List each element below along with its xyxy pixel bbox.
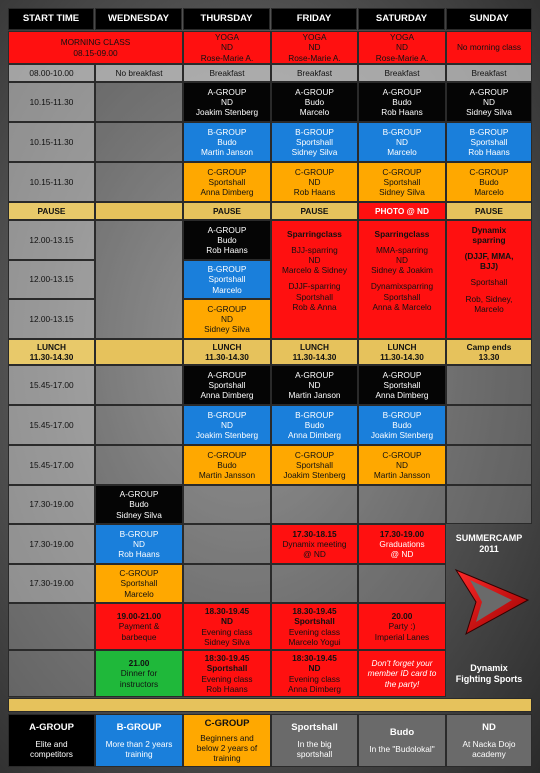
legend-b-group bbox=[95, 714, 183, 767]
friday-empty bbox=[271, 564, 358, 603]
lunch-time: LUNCH 11.30-14.30 bbox=[8, 339, 95, 365]
friday-evening2-desc: Evening class Anna Dimberg bbox=[287, 673, 342, 694]
thursday-evening2-time: 18:30-19.45 Sportshall bbox=[204, 653, 250, 674]
legend-sportshall-desc: In the big sportshall bbox=[296, 739, 333, 760]
wednesday-dinner-desc: Dinner for instructors bbox=[119, 668, 159, 689]
wednesday-evening-a: A-GROUP Budo Sidney Silva bbox=[95, 485, 183, 524]
thursday-b-group: B-GROUP Budo Martin Janson bbox=[183, 122, 271, 162]
saturday-reminder: Don't forget your member ID card to the party! bbox=[358, 650, 446, 697]
midday-time-1: 12.00-13.15 bbox=[8, 220, 95, 260]
saturday-sparring-mma: MMA-sparring ND Sidney & Joakim bbox=[371, 245, 433, 276]
morning-a-time: 10.15-11.30 bbox=[8, 82, 95, 122]
friday-sparring-djjf: DJJF-sparring Sportshall Rob & Anna bbox=[288, 281, 341, 312]
sunday-sparring-styles: (DJJF, MMA, BJJ) bbox=[464, 251, 514, 272]
saturday-sparring-dynamix: Dynamixsparring Sportshall Anna & Marcelo bbox=[370, 281, 434, 312]
wednesday-dinner-time: 21.00 bbox=[128, 658, 150, 669]
morning-c-time: 10.15-11.30 bbox=[8, 162, 95, 202]
legend-nd bbox=[446, 714, 532, 767]
friday-sparring-bjj: BJJ-sparring ND Marcelo & Sidney bbox=[281, 245, 348, 276]
wednesday-barbeque-desc: Payment & barbeque bbox=[118, 621, 160, 642]
friday-afternoon-b: B-GROUP Budo Anna Dimberg bbox=[271, 405, 358, 445]
legend-budo-desc: In the "Budolokal" bbox=[369, 744, 435, 755]
sunday-camp-ends: Camp ends 13.30 bbox=[446, 339, 532, 365]
friday-evening-class-2 bbox=[271, 650, 358, 697]
thursday-a-group: A-GROUP ND Joakim Stenberg bbox=[183, 82, 271, 122]
friday-evening-time: 18.30-19.45 Sportshall bbox=[292, 606, 337, 627]
header-wednesday: WEDNESDAY bbox=[95, 8, 182, 30]
sunday-breakfast: Breakfast bbox=[446, 64, 532, 82]
friday-meeting-time: 17.30-18.15 bbox=[292, 528, 337, 539]
saturday-yoga: YOGA ND Rose-Marie A. bbox=[358, 31, 446, 64]
evening-a-time: 17.30-19.00 bbox=[8, 485, 95, 524]
thursday-yoga: YOGA ND Rose-Marie A. bbox=[183, 31, 271, 64]
sunday-empty bbox=[446, 365, 532, 405]
midday-time-3: 12.00-13.15 bbox=[8, 299, 95, 339]
afternoon-a-time: 15.45-17.00 bbox=[8, 365, 95, 405]
thursday-midday-a: A-GROUP Budo Rob Haans bbox=[183, 220, 271, 260]
wednesday-evening-b: B-GROUP ND Rob Haans bbox=[95, 524, 183, 564]
saturday-graduations bbox=[358, 524, 446, 564]
saturday-breakfast: Breakfast bbox=[358, 64, 446, 82]
legend-nd-title: ND bbox=[482, 721, 496, 733]
wednesday-breakfast: No breakfast bbox=[95, 64, 183, 82]
friday-afternoon-c: C-GROUP Sportshall Joakim Stenberg bbox=[271, 445, 358, 485]
friday-c-group: C-GROUP ND Rob Haans bbox=[271, 162, 358, 202]
thursday-empty bbox=[183, 524, 271, 564]
friday-meeting bbox=[271, 524, 358, 564]
legend-a-desc: Elite and competitors bbox=[30, 739, 73, 760]
friday-evening-class bbox=[271, 603, 358, 650]
saturday-b-group: B-GROUP ND Marcelo bbox=[358, 122, 446, 162]
legend-a-title: A-GROUP bbox=[29, 721, 74, 733]
sunday-a-group: A-GROUP ND Sidney Silva bbox=[446, 82, 532, 122]
legend-c-group bbox=[183, 714, 271, 767]
morning-class-time: MORNING CLASS 08.15-09.00 bbox=[8, 31, 183, 64]
thursday-evening-desc: Evening class Sidney Silva bbox=[201, 626, 253, 647]
sunday-empty bbox=[446, 445, 532, 485]
legend-b-desc: More than 2 years training bbox=[105, 739, 173, 760]
thursday-c-group: C-GROUP Sportshall Anna Dimberg bbox=[183, 162, 271, 202]
friday-empty bbox=[271, 485, 358, 524]
sunday-no-morning: No morning class bbox=[446, 31, 532, 64]
saturday-photo: PHOTO @ ND bbox=[358, 202, 446, 220]
saturday-party-desc: Party :) Imperial Lanes bbox=[374, 621, 430, 642]
friday-evening2-time: 18:30-19.45 ND bbox=[292, 653, 337, 674]
friday-b-group: B-GROUP Sportshall Sidney Silva bbox=[271, 122, 358, 162]
wednesday-lunch bbox=[95, 339, 183, 365]
wednesday-empty bbox=[95, 220, 183, 339]
legend-budo bbox=[358, 714, 446, 767]
saturday-party-time: 20.00 bbox=[391, 611, 413, 622]
evening-b-time: 17.30-19.00 bbox=[8, 524, 95, 564]
dynamix-arrow-logo-icon bbox=[452, 566, 532, 638]
friday-evening-desc: Evening class Marcelo Yogui bbox=[288, 626, 341, 647]
row12-time-empty bbox=[8, 603, 95, 650]
morning-b-time: 10.15-11.30 bbox=[8, 122, 95, 162]
midday-time-2: 12.00-13.15 bbox=[8, 260, 95, 299]
thursday-pause: PAUSE bbox=[183, 202, 271, 220]
saturday-afternoon-c: C-GROUP ND Martin Jansson bbox=[358, 445, 446, 485]
saturday-afternoon-b: B-GROUP Budo Joakim Stenberg bbox=[358, 405, 446, 445]
legend-budo-title: Budo bbox=[389, 726, 415, 738]
thursday-afternoon-c: C-GROUP Budo Martin Jansson bbox=[183, 445, 271, 485]
thursday-midday-b: B-GROUP Sportshall Marcelo bbox=[183, 260, 271, 299]
saturday-lunch: LUNCH 11.30-14.30 bbox=[358, 339, 446, 365]
sunday-empty bbox=[446, 485, 532, 524]
wednesday-dinner bbox=[95, 650, 183, 697]
saturday-party bbox=[358, 603, 446, 650]
legend-b-title: B-GROUP bbox=[116, 721, 162, 733]
friday-breakfast: Breakfast bbox=[271, 64, 358, 82]
header-sunday: SUNDAY bbox=[446, 8, 532, 30]
header-friday: FRIDAY bbox=[271, 8, 357, 30]
sunday-sparring bbox=[446, 220, 532, 339]
saturday-sparring-title: Sparringclass bbox=[374, 229, 430, 239]
sunday-c-group: C-GROUP Budo Marcelo bbox=[446, 162, 532, 202]
sunday-b-group: B-GROUP Sportshall Rob Haans bbox=[446, 122, 532, 162]
sunday-sparring-place: Sportshall bbox=[470, 277, 508, 288]
friday-pause: PAUSE bbox=[271, 202, 358, 220]
saturday-empty bbox=[358, 564, 446, 603]
club-name: Dynamix Fighting Sports bbox=[455, 662, 523, 684]
row13-time-empty bbox=[8, 650, 95, 697]
legend-c-title: C-GROUP bbox=[204, 718, 250, 730]
wednesday-empty bbox=[95, 445, 183, 485]
wednesday-evening-c: C-GROUP Sportshall Marcelo bbox=[95, 564, 183, 603]
thursday-empty bbox=[183, 564, 271, 603]
saturday-graduations-time: 17.30-19.00 bbox=[379, 528, 425, 539]
saturday-graduations-desc: Graduations @ ND bbox=[379, 538, 425, 560]
divider-bar bbox=[8, 698, 532, 712]
summercamp-title: SUMMERCAMP 2011 bbox=[455, 533, 523, 554]
friday-sparring-title: Sparringclass bbox=[287, 229, 342, 239]
sunday-empty bbox=[446, 405, 532, 445]
thursday-evening-class bbox=[183, 603, 271, 650]
sunday-sparring-title: Dynamix sparring bbox=[471, 225, 507, 246]
thursday-evening-class-2 bbox=[183, 650, 271, 697]
thursday-evening2-desc: Evening class Rob Haans bbox=[201, 673, 253, 694]
legend-nd-desc: At Nacka Dojo academy bbox=[462, 739, 516, 760]
wednesday-empty bbox=[95, 82, 183, 122]
saturday-afternoon-a: A-GROUP Sportshall Anna Dimberg bbox=[358, 365, 446, 405]
afternoon-b-time: 15.45-17.00 bbox=[8, 405, 95, 445]
wednesday-empty bbox=[95, 162, 183, 202]
wednesday-empty bbox=[95, 405, 183, 445]
wednesday-empty bbox=[95, 122, 183, 162]
wednesday-barbeque-time: 19.00-21.00 bbox=[116, 611, 162, 622]
header-saturday: SATURDAY bbox=[358, 8, 445, 30]
saturday-sparring bbox=[358, 220, 446, 339]
saturday-c-group: C-GROUP Sportshall Sidney Silva bbox=[358, 162, 446, 202]
pause-label: PAUSE bbox=[8, 202, 95, 220]
wednesday-pause bbox=[95, 202, 183, 220]
sunday-pause: PAUSE bbox=[446, 202, 532, 220]
thursday-afternoon-a: A-GROUP Sportshall Anna Dimberg bbox=[183, 365, 271, 405]
legend-a-group bbox=[8, 714, 95, 767]
friday-sparring bbox=[271, 220, 358, 339]
legend-sportshall-title: Sportshall bbox=[291, 721, 338, 733]
thursday-midday-c: C-GROUP ND Sidney Silva bbox=[183, 299, 271, 339]
thursday-empty bbox=[183, 485, 271, 524]
header-thursday: THURSDAY bbox=[183, 8, 270, 30]
saturday-a-group: A-GROUP Budo Rob Haans bbox=[358, 82, 446, 122]
legend-c-desc: Beginners and below 2 years of training bbox=[196, 732, 258, 763]
wednesday-empty bbox=[95, 365, 183, 405]
thursday-breakfast: Breakfast bbox=[183, 64, 271, 82]
friday-lunch: LUNCH 11.30-14.30 bbox=[271, 339, 358, 365]
afternoon-c-time: 15.45-17.00 bbox=[8, 445, 95, 485]
thursday-evening-time: 18.30-19.45 ND bbox=[204, 606, 250, 627]
saturday-empty bbox=[358, 485, 446, 524]
evening-c-time: 17.30-19.00 bbox=[8, 564, 95, 603]
wednesday-barbeque bbox=[95, 603, 183, 650]
header-start-time: START TIME bbox=[8, 8, 94, 30]
friday-yoga: YOGA ND Rose-Marie A. bbox=[271, 31, 358, 64]
friday-a-group: A-GROUP Budo Marcelo bbox=[271, 82, 358, 122]
friday-afternoon-a: A-GROUP ND Martin Janson bbox=[271, 365, 358, 405]
thursday-afternoon-b: B-GROUP ND Joakim Stenberg bbox=[183, 405, 271, 445]
friday-meeting-desc: Dynamix meeting @ ND bbox=[282, 538, 347, 560]
sunday-sparring-coaches: Rob, Sidney, Marcelo bbox=[465, 293, 513, 314]
thursday-lunch: LUNCH 11.30-14.30 bbox=[183, 339, 271, 365]
legend-sportshall bbox=[271, 714, 358, 767]
breakfast-time: 08.00-10.00 bbox=[8, 64, 95, 82]
